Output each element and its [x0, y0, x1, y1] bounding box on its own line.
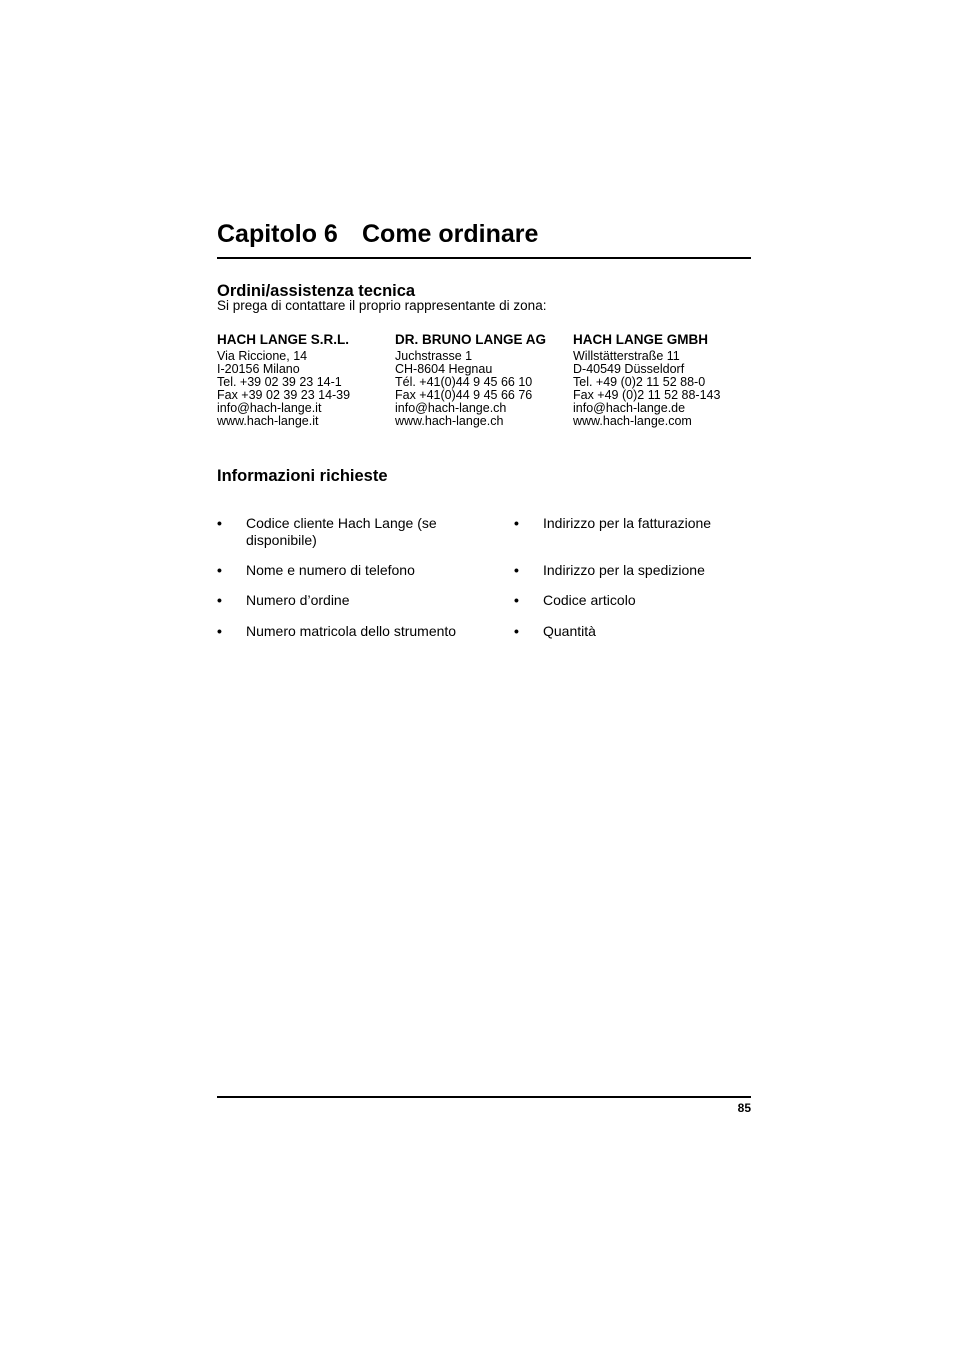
list-item-text: Nome e numero di telefono	[246, 562, 415, 578]
list-item-text: Numero matricola dello strumento	[246, 623, 457, 639]
contact-city: D-40549 Düsseldorf	[573, 362, 685, 376]
contact-name: DR. BRUNO LANGE AG	[395, 332, 546, 347]
contact-email: info@hach-lange.it	[217, 401, 322, 415]
contact-website: www.hach-lange.it	[217, 414, 319, 428]
contact-city: I-20156 Milano	[217, 362, 300, 376]
list-item-text: Codice articolo	[543, 592, 636, 608]
list-item-text: Numero d’ordine	[246, 592, 350, 608]
document-page	[217, 0, 751, 1350]
footer-rule	[217, 1096, 751, 1098]
contact-city: CH-8604 Hegnau	[395, 362, 493, 376]
page-number: 85	[737, 1101, 751, 1115]
contact-fax: Fax +39 02 39 23 14-39	[217, 388, 351, 402]
contact-website: www.hach-lange.com	[573, 414, 692, 428]
contact-website: www.hach-lange.ch	[395, 414, 504, 428]
bullet: •	[217, 515, 222, 531]
contact-phone: Tel. +39 02 39 23 14-1	[217, 375, 342, 389]
contact-fax: Fax +41(0)44 9 45 66 76	[395, 388, 533, 402]
contact-fax: Fax +49 (0)2 11 52 88-143	[573, 388, 721, 402]
contact-email: info@hach-lange.de	[573, 401, 686, 415]
contact-hach-lange-italy	[217, 331, 395, 428]
contact-email: info@hach-lange.ch	[395, 401, 507, 415]
contact-street: Juchstrasse 1	[395, 349, 473, 363]
bullet: •	[217, 623, 222, 639]
required-info-heading: Informazioni richieste	[217, 467, 388, 485]
list-item-text: Quantità	[543, 623, 596, 639]
list-item-text: Indirizzo per la fatturazione	[543, 515, 712, 531]
chapter-name: Come ordinare	[362, 220, 539, 248]
contact-street: Via Riccione, 14	[217, 349, 308, 363]
contact-phone: Tel. +49 (0)2 11 52 88-0	[573, 375, 706, 389]
list-item-text: Indirizzo per la spedizione	[543, 562, 705, 578]
bullet: •	[514, 515, 519, 531]
ordering-intro: Si prega di contattare il proprio rappresentante di zona:	[217, 298, 547, 313]
bullet: •	[514, 592, 519, 608]
bullet: •	[514, 623, 519, 639]
contact-name: HACH LANGE S.R.L.	[217, 332, 350, 347]
bullet: •	[514, 562, 519, 578]
chapter-title-rule	[217, 257, 751, 259]
contact-phone: Tél. +41(0)44 9 45 66 10	[395, 375, 533, 389]
bullet: •	[217, 592, 222, 608]
chapter-title	[217, 218, 538, 250]
contact-bruno-lange-switzerland	[395, 331, 573, 428]
contact-street: Willstätterstraße 11	[573, 349, 680, 363]
contact-hach-lange-germany	[573, 331, 751, 428]
chapter-number: Capitolo 6	[217, 220, 338, 248]
ordering-heading: Ordini/assistenza tecnica	[217, 282, 416, 300]
list-item-text: Codice cliente Hach Lange (se disponibile)	[246, 515, 437, 548]
contact-name: HACH LANGE GMBH	[573, 332, 708, 347]
bullet: •	[217, 562, 222, 578]
